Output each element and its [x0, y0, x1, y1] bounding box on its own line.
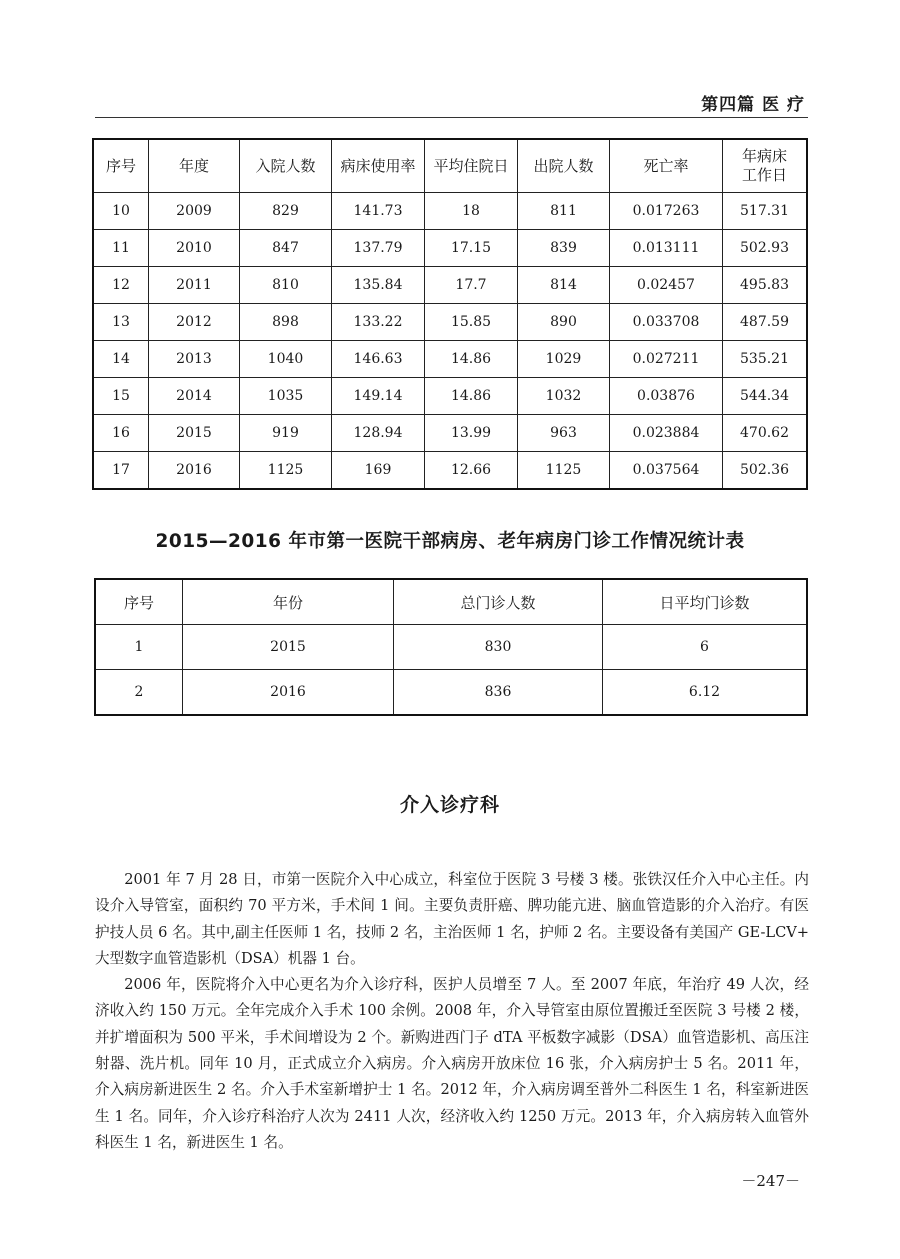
column-header: 入院人数: [240, 139, 332, 193]
table-cell: 814: [518, 267, 610, 304]
table-cell: 2014: [149, 378, 240, 415]
table-cell: 1125: [518, 452, 610, 490]
table-cell: 10: [93, 193, 149, 230]
table-row: [93, 304, 807, 341]
column-header: 年份: [183, 579, 394, 625]
body-text: [95, 867, 809, 1156]
table-cell: 12: [93, 267, 149, 304]
table-cell: 141.73: [332, 193, 425, 230]
column-header: 日平均门诊数: [603, 579, 808, 625]
column-header: 病床使用率: [332, 139, 425, 193]
table-cell: 0.033708: [610, 304, 723, 341]
table-row: [93, 415, 807, 452]
table-cell: 830: [394, 625, 603, 670]
table-cell: 2015: [149, 415, 240, 452]
table-row: [93, 267, 807, 304]
table-cell: 0.027211: [610, 341, 723, 378]
table-cell: 1: [95, 625, 183, 670]
table-cell: 0.013111: [610, 230, 723, 267]
table-row: [93, 193, 807, 230]
table-cell: 1032: [518, 378, 610, 415]
table-row: [93, 452, 807, 490]
table-cell: 169: [332, 452, 425, 490]
table-cell: 898: [240, 304, 332, 341]
table-cell: 149.14: [332, 378, 425, 415]
table-cell: 847: [240, 230, 332, 267]
table-row: [93, 378, 807, 415]
table-cell: 2016: [183, 670, 394, 716]
paragraph: 2006 年，医院将介入中心更名为介入诊疗科，医护人员增至 7 人。至 2007 年底，年治疗 49 人次，经济收入约 150 万元。全年完成介入手术 100 余例。2008 年，介入导管室由原位置搬迁至医院 3 号楼 2 楼，并扩增面积为 500 平米，手术间增设为 2 个。新购进西门子 dTA 平板数字减影（DSA）血管造影机、高压注射器、洗片机。同年 10 月，正式成立介入病房。介入病房开放床位 16 张，介入病房护士 5 名。2011 年，介入病房新进医生 2 名。介入手术室新增护士 1 名。2012 年，介入病房调至普外二科医生 1 名，科室新进医生 1 名。同年，介入诊疗科治疗人次为 2411 人次，经济收入约 1250 万元。2013 年，介入病房转入血管外科医生 1 名，新进医生 1 名。: [95, 976, 809, 1151]
table-row: [93, 230, 807, 267]
column-header: 序号: [93, 139, 149, 193]
table-cell: 829: [240, 193, 332, 230]
table-cell: 919: [240, 415, 332, 452]
table-cell: 2013: [149, 341, 240, 378]
table-header-row: [95, 579, 807, 625]
table-cell: 1035: [240, 378, 332, 415]
table-cell: 535.21: [723, 341, 808, 378]
table-cell: 2009: [149, 193, 240, 230]
table-cell: 137.79: [332, 230, 425, 267]
table-cell: 17: [93, 452, 149, 490]
table-cell: 12.66: [425, 452, 518, 490]
table-cell: 890: [518, 304, 610, 341]
table-cell: 14: [93, 341, 149, 378]
column-header: 年度: [149, 139, 240, 193]
running-header: 第四篇 医 疗: [701, 95, 805, 115]
table-cell: 0.023884: [610, 415, 723, 452]
table-cell: 0.017263: [610, 193, 723, 230]
table-cell: 963: [518, 415, 610, 452]
table-cell: 1040: [240, 341, 332, 378]
table-cell: 18: [425, 193, 518, 230]
table-cell: 2012: [149, 304, 240, 341]
table-cell: 15: [93, 378, 149, 415]
table-cell: 2015: [183, 625, 394, 670]
table-cell: 17.15: [425, 230, 518, 267]
table-cell: 16: [93, 415, 149, 452]
table-cell: 544.34: [723, 378, 808, 415]
table-cell: 0.02457: [610, 267, 723, 304]
table-cell: 17.7: [425, 267, 518, 304]
column-header: 总门诊人数: [394, 579, 603, 625]
column-header: 平均住院日: [425, 139, 518, 193]
table-cell: 2011: [149, 267, 240, 304]
table-cell: 502.93: [723, 230, 808, 267]
table-cell: 1125: [240, 452, 332, 490]
hospital-stats-table: [92, 138, 808, 490]
outpatient-stats-table: [94, 578, 808, 716]
table-cell: 470.62: [723, 415, 808, 452]
table-cell: 2016: [149, 452, 240, 490]
table-cell: 2: [95, 670, 183, 716]
table-cell: 13.99: [425, 415, 518, 452]
paragraph: 2001 年 7 月 28 日，市第一医院介入中心成立，科室位于医院 3 号楼 3 楼。张铁汉任介入中心主任。内设介入导管室，面积约 70 平方米，手术间 1 间。主要负责肝癌、脾功能亢进、脑血管造影的介入治疗。有医护技人员 6 名。其中,副主任医师 1 名，技师 2 名，主治医师 1 名，护师 2 名。主要设备有美国产 GE-LCV+ 大型数字血管造影机（DSA）机器 1 台。: [95, 871, 809, 967]
table-cell: 517.31: [723, 193, 808, 230]
table-cell: 0.03876: [610, 378, 723, 415]
table-cell: 13: [93, 304, 149, 341]
table-row: [95, 625, 807, 670]
table-cell: 2010: [149, 230, 240, 267]
table-cell: 128.94: [332, 415, 425, 452]
page-number: －247－: [741, 1172, 800, 1190]
table-cell: 495.83: [723, 267, 808, 304]
table-cell: 11: [93, 230, 149, 267]
table-cell: 135.84: [332, 267, 425, 304]
table-cell: 487.59: [723, 304, 808, 341]
table-cell: 133.22: [332, 304, 425, 341]
section-heading: 介入诊疗科: [399, 794, 500, 816]
table-cell: 502.36: [723, 452, 808, 490]
table-cell: 839: [518, 230, 610, 267]
table-row: [95, 670, 807, 716]
column-header: 出院人数: [518, 139, 610, 193]
table-cell: 6.12: [603, 670, 808, 716]
table-cell: 810: [240, 267, 332, 304]
table-cell: 836: [394, 670, 603, 716]
column-header: 序号: [95, 579, 183, 625]
table-cell: 15.85: [425, 304, 518, 341]
table-cell: 0.037564: [610, 452, 723, 490]
header-rule: [95, 117, 808, 118]
table-cell: 146.63: [332, 341, 425, 378]
table-header-row: [93, 139, 807, 193]
table-cell: 14.86: [425, 378, 518, 415]
table-cell: 811: [518, 193, 610, 230]
column-header: 年病床 工作日: [723, 139, 808, 193]
table-cell: 1029: [518, 341, 610, 378]
table-cell: 14.86: [425, 341, 518, 378]
column-header: 死亡率: [610, 139, 723, 193]
table-row: [93, 341, 807, 378]
table-cell: 6: [603, 625, 808, 670]
table2-title: 2015—2016 年市第一医院干部病房、老年病房门诊工作情况统计表: [155, 531, 745, 552]
